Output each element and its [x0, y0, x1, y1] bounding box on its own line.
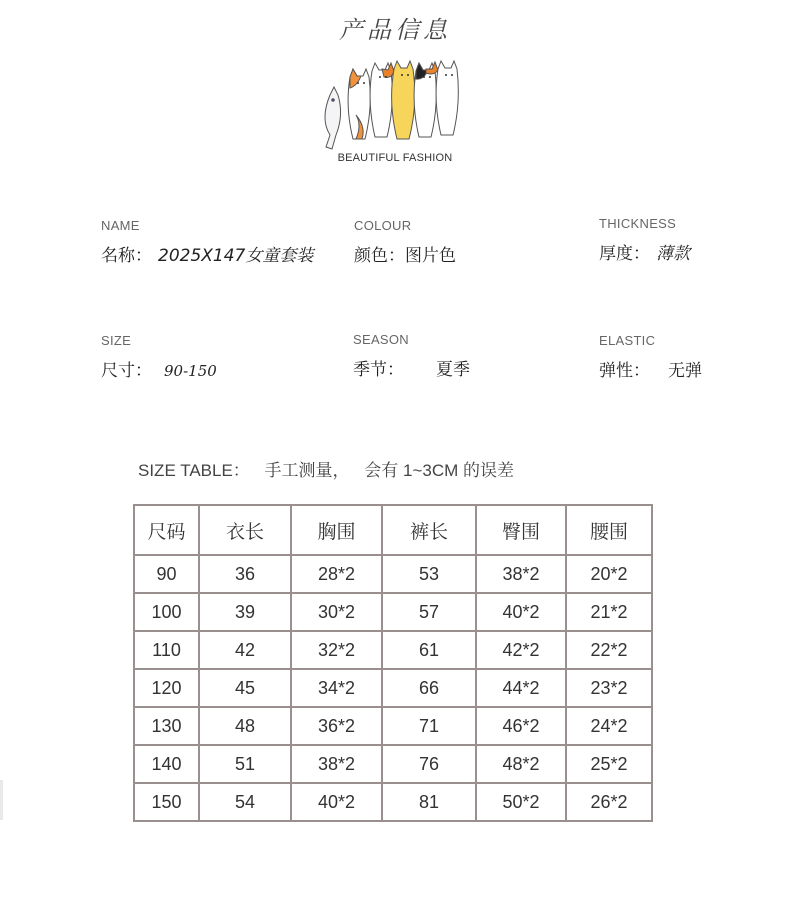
field-season: [353, 332, 470, 380]
size-table-header: 裤长: [382, 505, 476, 555]
table-cell: 20*2: [566, 555, 652, 593]
field-elastic: [599, 333, 702, 381]
table-cell: 81: [382, 783, 476, 821]
field-elastic-value: 无弹: [668, 361, 702, 381]
table-cell: 140: [134, 745, 199, 783]
field-name-value: 2025X147女童套装: [158, 246, 314, 266]
table-cell: 110: [134, 631, 199, 669]
size-table: [133, 504, 653, 822]
table-cell: 100: [134, 593, 199, 631]
field-thickness: [599, 216, 690, 264]
field-thickness-label: 厚度：: [599, 244, 650, 264]
table-row: [134, 555, 652, 593]
table-cell: 40*2: [476, 593, 566, 631]
table-cell: 130: [134, 707, 199, 745]
table-cell: 50*2: [476, 783, 566, 821]
size-table-caption: SIZE TABLE：: [138, 461, 250, 480]
table-cell: 21*2: [566, 593, 652, 631]
table-cell: 46*2: [476, 707, 566, 745]
table-cell: 48*2: [476, 745, 566, 783]
table-cell: 40*2: [291, 783, 382, 821]
table-cell: 61: [382, 631, 476, 669]
table-cell: 48: [199, 707, 291, 745]
field-colour-value: 图片色: [405, 246, 456, 266]
table-cell: 76: [382, 745, 476, 783]
size-table-header-row: [134, 505, 652, 555]
field-size-label: 尺寸：: [101, 361, 152, 381]
size-table-header: 胸围: [291, 505, 382, 555]
table-row: [134, 669, 652, 707]
field-season-label: 季节：: [353, 360, 404, 380]
size-table-header: 臀围: [476, 505, 566, 555]
page-title: 产品信息: [339, 16, 451, 44]
logo-caption: BEAUTIFUL FASHION: [337, 152, 453, 164]
size-table-header: 腰围: [566, 505, 652, 555]
size-table-header: 衣长: [199, 505, 291, 555]
table-cell: 53: [382, 555, 476, 593]
field-size: [101, 333, 217, 381]
table-cell: 22*2: [566, 631, 652, 669]
field-colour-en: COLOUR: [354, 218, 412, 233]
table-row: [134, 707, 652, 745]
field-elastic-en: ELASTIC: [599, 333, 656, 348]
table-cell: 26*2: [566, 783, 652, 821]
table-cell: 42: [199, 631, 291, 669]
field-size-value: 90-150: [164, 362, 217, 380]
table-row: [134, 593, 652, 631]
edge-divider: [0, 780, 3, 820]
size-table-header: 尺码: [134, 505, 199, 555]
table-cell: 54: [199, 783, 291, 821]
table-cell: 57: [382, 593, 476, 631]
table-cell: 71: [382, 707, 476, 745]
table-row: [134, 783, 652, 821]
field-season-en: SEASON: [353, 332, 409, 347]
table-row: [134, 631, 652, 669]
field-elastic-label: 弹性：: [599, 361, 650, 381]
field-name: [101, 218, 313, 266]
table-cell: 39: [199, 593, 291, 631]
table-cell: 42*2: [476, 631, 566, 669]
table-cell: 36*2: [291, 707, 382, 745]
field-thickness-value: 薄款: [656, 244, 690, 264]
table-cell: 28*2: [291, 555, 382, 593]
table-cell: 44*2: [476, 669, 566, 707]
table-row: [134, 745, 652, 783]
table-cell: 25*2: [566, 745, 652, 783]
field-name-label: 名称：: [101, 246, 152, 266]
table-cell: 36: [199, 555, 291, 593]
field-colour: [354, 218, 456, 266]
size-table-note: [138, 456, 524, 481]
table-cell: 24*2: [566, 707, 652, 745]
table-cell: 32*2: [291, 631, 382, 669]
field-name-en: NAME: [101, 218, 140, 233]
table-cell: 45: [199, 669, 291, 707]
field-season-value: 夏季: [436, 360, 470, 380]
size-table-note-1: 手工测量，: [264, 461, 350, 480]
table-cell: 30*2: [291, 593, 382, 631]
table-cell: 150: [134, 783, 199, 821]
field-colour-label: 颜色：: [354, 246, 405, 266]
table-cell: 38*2: [291, 745, 382, 783]
table-cell: 51: [199, 745, 291, 783]
table-cell: 38*2: [476, 555, 566, 593]
table-cell: 23*2: [566, 669, 652, 707]
field-size-en: SIZE: [101, 333, 132, 348]
field-thickness-en: THICKNESS: [599, 216, 677, 231]
table-cell: 34*2: [291, 669, 382, 707]
table-cell: 90: [134, 555, 199, 593]
table-cell: 66: [382, 669, 476, 707]
size-table-note-2: 会有 1~3CM 的误差: [364, 461, 514, 480]
table-cell: 120: [134, 669, 199, 707]
